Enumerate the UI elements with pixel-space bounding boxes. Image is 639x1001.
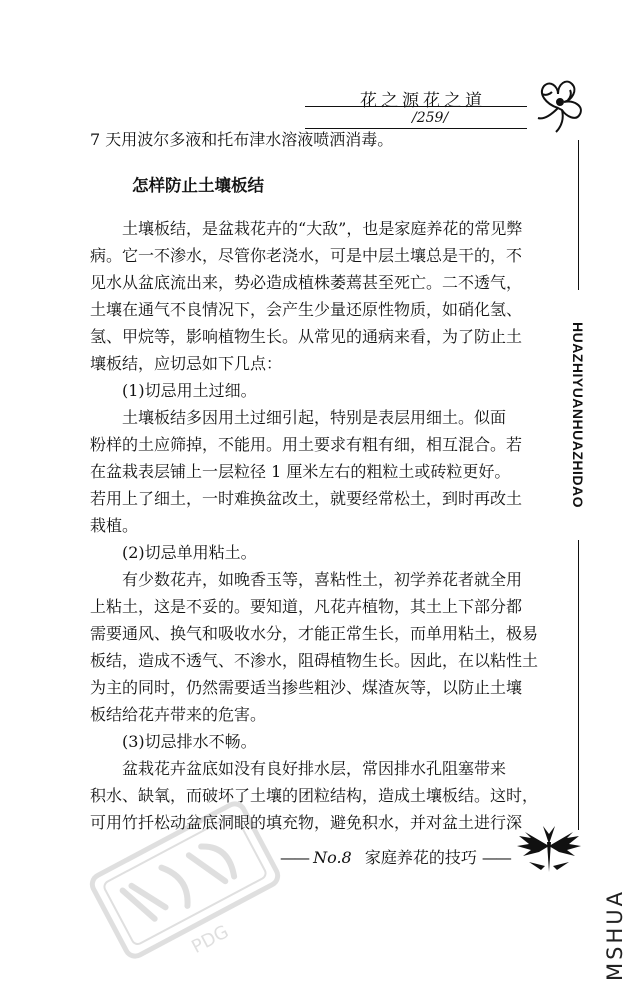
paragraph-2: [90, 404, 560, 539]
body-line: 壤板结，应切忌如下几点：: [90, 354, 283, 373]
side-rule-bottom: [578, 540, 579, 830]
body-line: 在盆栽表层铺上一层粒径 1 厘米左右的粗粒土或砖粒更好。: [90, 462, 511, 481]
plant-icon: [515, 822, 583, 874]
body-line: 积水、缺氧，而破坏了土壤的团粒结构，造成土壤板结。这时，: [90, 786, 539, 805]
body-line: 7 天用波尔多液和托布津水溶液喷洒消毒。: [90, 130, 394, 149]
body-line: 土壤在通气不良情况下，会产生少量还原性物质，如硝化氢、: [90, 300, 523, 319]
body-line: 粉样的土应筛掉，不能用。用土要求有粗有细，相互混合。若: [90, 435, 523, 454]
point-3: (3)切忌排水不畅。: [122, 732, 257, 751]
chapter-number: No.8: [313, 848, 352, 867]
body-line: 土壤板结，是盆栽花卉的“大敌”，也是家庭养花的常见弊: [122, 219, 523, 238]
body-line: 病。它一不渗水，尽管你老浇水，可是中层土壤总是干的，不: [90, 246, 523, 265]
running-header-title: 花之源花之道: [360, 91, 486, 111]
body-line: 土壤板结多因用土过细引起，特别是表层用细土。似面: [122, 408, 507, 427]
body-line: 可用竹扦松动盆底洞眼的填充物，避免积水，并对盆土进行深: [90, 813, 523, 832]
side-rule-top: [578, 140, 579, 290]
body-line: 需要通风、换气和吸收水分，才能正常生长，而单用粘土，极易: [90, 624, 539, 643]
body-line: 盆栽花卉盆底如没有良好排水层，常因排水孔阻塞带来: [122, 759, 507, 778]
body-line: 若用上了细土，一时难换盆改土，就要经常松土，到时再改土: [90, 489, 523, 508]
body-line: 板结给花卉带来的危害。: [90, 705, 267, 724]
body-line: 板结，造成不透气、不渗水，阻碍植物生长。因此，在以粘性土: [90, 651, 539, 670]
point-1: (1)切忌用土过细。: [122, 381, 257, 400]
chapter-title: 家庭养花的技巧: [364, 848, 477, 867]
footer-dash-right: ——: [481, 848, 510, 867]
paragraph-3: [90, 566, 560, 728]
section-heading: 怎样防止土壤板结: [132, 176, 264, 195]
body-line: 上粘土，这是不妥的。要知道，凡花卉植物，其土上下部分都: [90, 597, 523, 616]
page-footer: [280, 845, 510, 868]
body-line: 为主的同时，仍然需要适当掺些粗沙、煤渣灰等，以防止土壤: [90, 678, 523, 697]
body-line: 氢、甲烷等，影响植物生长。从常见的通病来看，为了防止土: [90, 327, 523, 346]
page-body: [90, 126, 560, 836]
body-line: 栽植。: [90, 516, 139, 535]
watermark-text: PDG: [188, 921, 233, 958]
side-watermark: MSHUA: [603, 889, 628, 981]
page-number: /259/: [412, 110, 449, 126]
watermark-stamp: [80, 800, 290, 960]
body-line: 有少数花卉，如晚香玉等，喜粘性土，初学养花者就全用: [122, 570, 523, 589]
paragraph-1: [90, 215, 560, 377]
body-line: 见水从盆底流出来，势必造成植株萎蔫甚至死亡。二不透气，: [90, 273, 523, 292]
side-running-title: HUAZHIYUANHUAZHIDAO: [570, 321, 587, 509]
point-2: (2)切忌单用粘土。: [122, 543, 257, 562]
footer-dash-left: ——: [280, 848, 308, 867]
